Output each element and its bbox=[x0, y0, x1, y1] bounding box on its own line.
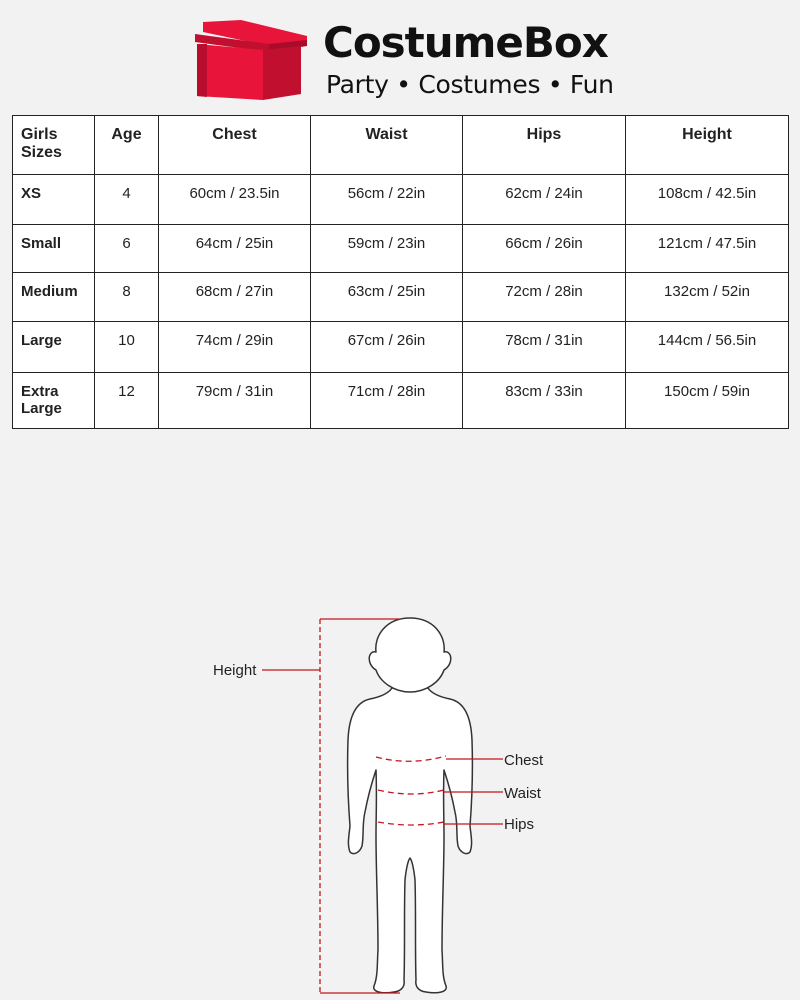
height-label: Height bbox=[213, 662, 257, 679]
chest-label: Chest bbox=[504, 752, 544, 769]
cell-age: 8 bbox=[95, 273, 159, 322]
table-row bbox=[13, 273, 789, 322]
cell-age: 6 bbox=[95, 225, 159, 273]
cell-waist: 71cm / 28in bbox=[311, 373, 463, 429]
waist-label: Waist bbox=[504, 785, 541, 802]
cell-size: XS bbox=[13, 175, 95, 225]
cell-height: 132cm / 52in bbox=[626, 273, 789, 322]
cell-height: 144cm / 56.5in bbox=[626, 322, 789, 373]
cell-hips: 72cm / 28in bbox=[463, 273, 626, 322]
brand-logo bbox=[195, 18, 615, 108]
cell-height: 121cm / 47.5in bbox=[626, 225, 789, 273]
cell-size: Medium bbox=[13, 273, 95, 322]
cell-waist: 56cm / 22in bbox=[311, 175, 463, 225]
cell-waist: 67cm / 26in bbox=[311, 322, 463, 373]
cell-age: 4 bbox=[95, 175, 159, 225]
table-header-row bbox=[13, 116, 789, 175]
cell-chest: 79cm / 31in bbox=[159, 373, 311, 429]
table-row bbox=[13, 322, 789, 373]
table-row bbox=[13, 225, 789, 273]
cell-chest: 64cm / 25in bbox=[159, 225, 311, 273]
header-hips: Hips bbox=[463, 116, 626, 175]
header-chest: Chest bbox=[159, 116, 311, 175]
header-age: Age bbox=[95, 116, 159, 175]
cell-waist: 59cm / 23in bbox=[311, 225, 463, 273]
cell-hips: 78cm / 31in bbox=[463, 322, 626, 373]
header-waist: Waist bbox=[311, 116, 463, 175]
cell-age: 12 bbox=[95, 373, 159, 429]
cell-waist: 63cm / 25in bbox=[311, 273, 463, 322]
brand-tagline: Party • Costumes • Fun bbox=[326, 70, 614, 99]
cell-chest: 60cm / 23.5in bbox=[159, 175, 311, 225]
table-row bbox=[13, 373, 789, 429]
cell-chest: 68cm / 27in bbox=[159, 273, 311, 322]
cell-hips: 66cm / 26in bbox=[463, 225, 626, 273]
child-silhouette-icon bbox=[0, 600, 800, 1000]
cell-age: 10 bbox=[95, 322, 159, 373]
header-height: Height bbox=[626, 116, 789, 175]
cell-size: Small bbox=[13, 225, 95, 273]
hips-label: Hips bbox=[504, 816, 535, 833]
cell-hips: 62cm / 24in bbox=[463, 175, 626, 225]
table-row bbox=[13, 175, 789, 225]
cell-size: Extra Large bbox=[13, 373, 95, 429]
cell-chest: 74cm / 29in bbox=[159, 322, 311, 373]
costume-box-icon bbox=[195, 20, 310, 100]
cell-height: 150cm / 59in bbox=[626, 373, 789, 429]
cell-hips: 83cm / 33in bbox=[463, 373, 626, 429]
cell-height: 108cm / 42.5in bbox=[626, 175, 789, 225]
size-chart-table bbox=[12, 115, 789, 429]
header-girls-sizes: Girls Sizes bbox=[13, 116, 95, 175]
cell-size: Large bbox=[13, 322, 95, 373]
brand-name: CostumeBox bbox=[323, 18, 608, 67]
measurement-diagram bbox=[0, 600, 800, 1000]
